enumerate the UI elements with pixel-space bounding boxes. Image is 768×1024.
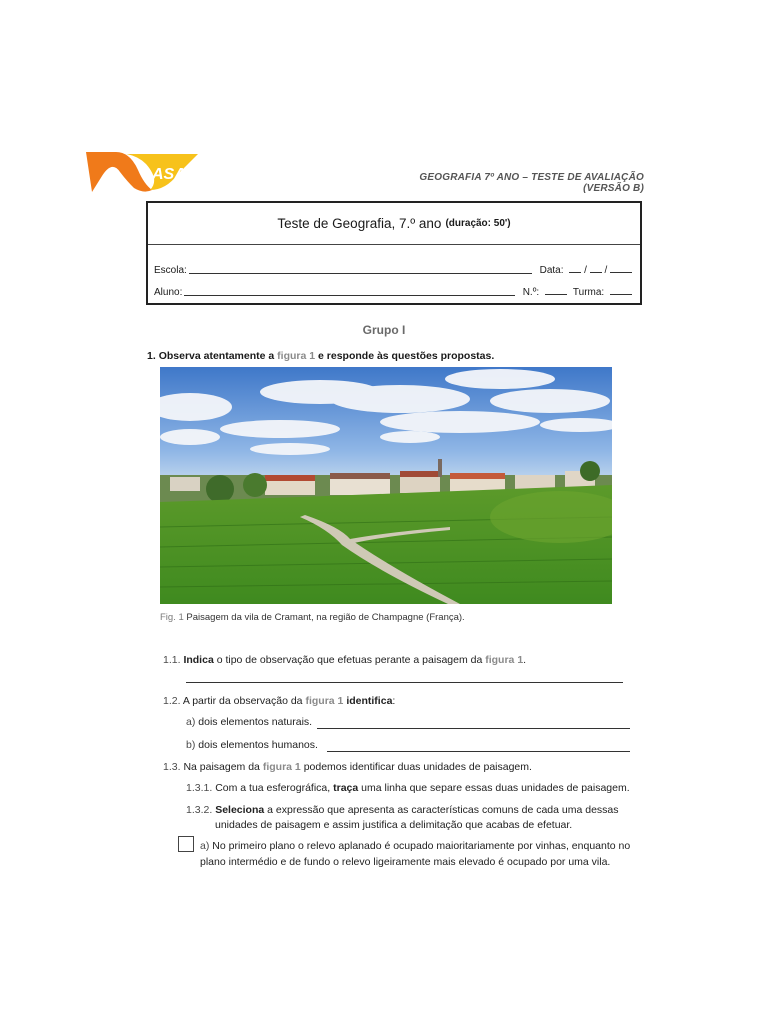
q1-1-end: . [523,654,527,666]
answer-line-1-2-b[interactable] [327,750,630,752]
option-a-line1: No primeiro plano o relevo aplanado é ocupado maioritariamente por vinhas, enquanto no [212,840,631,852]
turma-label: Turma: [572,287,605,298]
q1-3-1-number: 1.3.1. [186,782,213,794]
q1-1-figure-ref: figura 1 [485,654,524,666]
q1-3-1-text-before: Com a tua esferográfica, [215,782,331,794]
title-row [148,203,640,245]
question-1 [147,350,494,362]
test-title: Teste de Geografia, 7.º ano [277,216,442,231]
q1-2-b-text: dois elementos humanos. [198,739,318,751]
escola-row [154,264,632,276]
q1-3-2-line2: unidades de paisagem e assim justifica a delimitação que acabas de efetuar. [215,819,573,831]
aluno-field[interactable] [184,294,514,296]
logo-text: ASA [152,166,186,183]
question-1-3-2 [186,804,636,816]
q1-1-number: 1.1. [163,654,181,666]
q1-2-text: A partir da observação da [182,695,303,707]
option-a-checkbox[interactable] [178,836,194,852]
q1-3-figure-ref: figura 1 [262,761,301,773]
q1-text-before: Observa atentamente a [158,350,275,362]
option-a-label: a) [200,840,210,852]
q1-number: 1. [147,350,156,362]
q1-3-1-text-after: uma linha que separe essas duas unidades de paisagem. [361,782,630,794]
q1-text-after: e responde às questões propostas. [318,350,495,362]
q1-1-verb: Indica [183,654,214,666]
running-header: GEOGRAFIA 7º ANO – TESTE DE AVALIAÇÃO (VERSÃO B) [419,172,644,194]
date-slash-2: / [604,265,608,276]
q1-1-text: o tipo de observação que efetuas perante a paisagem da [216,654,483,666]
figure-label: Fig. 1 [160,612,184,623]
group-title: Grupo I [362,323,406,337]
numero-field[interactable] [523,286,573,298]
escola-field[interactable] [189,272,532,274]
question-1-3-1 [186,782,630,794]
question-1-1 [163,654,526,666]
q1-3-text-before: Na paisagem da [183,761,260,773]
landscape-photo [160,367,612,604]
test-title-box [146,201,642,305]
asa-logo [86,150,198,194]
question-1-2 [163,695,395,707]
turma-field[interactable] [573,286,632,298]
aluno-label: Aluno: [154,287,183,298]
q1-3-2-text-line1: a expressão que apresenta as características comuns de cada uma dessas [267,804,619,816]
q1-figure-ref: figura 1 [277,350,316,362]
test-duration: (duração: 50') [445,218,511,229]
q1-2-a-text: dois elementos naturais. [198,716,313,728]
numero-label: N.º: [522,287,540,298]
option-a-line2: plano intermédio e de fundo o relevo ligeiramente mais elevado é ocupado por uma vila. [200,856,611,868]
answer-line-1-2-a[interactable] [317,727,630,729]
q1-2-a [186,716,312,728]
q1-2-figure-ref: figura 1 [305,695,344,707]
q1-2-a-label: a) [186,716,196,728]
answer-line-1-1[interactable] [186,681,623,683]
q1-3-text-after: podemos identificar duas unidades de paisagem. [303,761,532,773]
figure-caption-text: Paisagem da vila de Cramant, na região de Champagne (França). [186,612,465,623]
q1-3-number: 1.3. [163,761,181,773]
escola-label: Escola: [154,265,187,276]
question-1-3 [163,761,532,773]
q1-3-2-number: 1.3.2. [186,804,213,816]
q1-3-2-verb: Seleciona [215,804,265,816]
date-slash-1: / [584,265,587,276]
q1-2-verb: identifica [346,695,393,707]
option-a [200,840,640,852]
q1-2-b [186,739,318,751]
figure-caption [160,612,465,623]
q1-3-1-verb: traça [333,782,359,794]
data-label: Data: [539,265,564,276]
q1-2-end: : [392,695,396,707]
data-field[interactable] [540,264,632,276]
aluno-row [154,286,632,298]
q1-2-number: 1.2. [163,695,181,707]
q1-2-b-label: b) [186,739,196,751]
